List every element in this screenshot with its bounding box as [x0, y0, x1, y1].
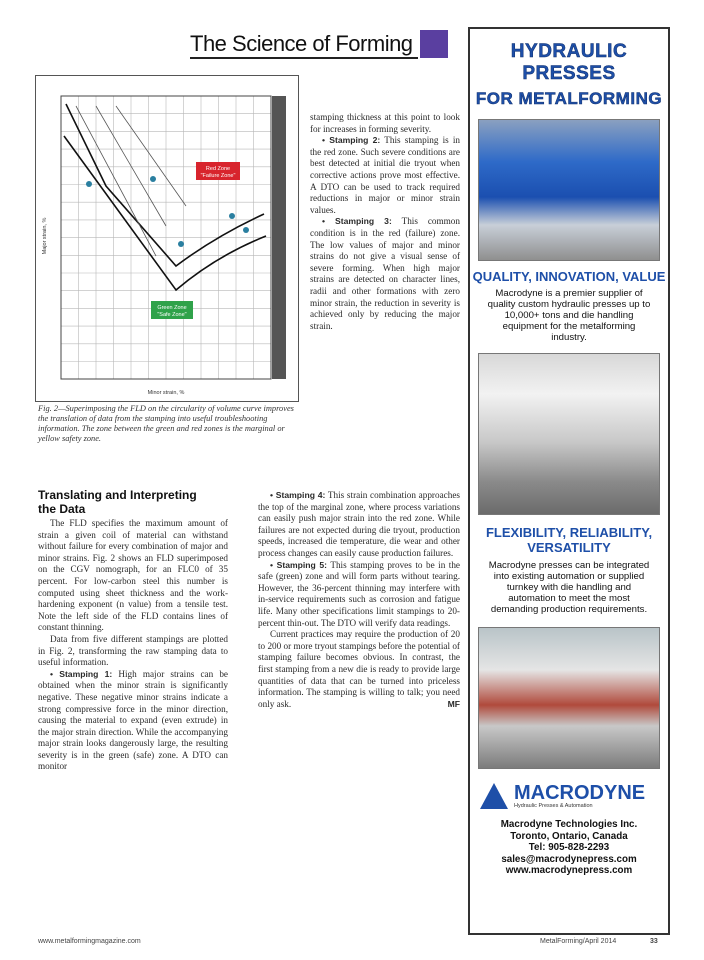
green-zone-label-2: "Safe Zone"	[157, 312, 187, 318]
thinning-line-a	[76, 106, 156, 256]
ad-tagline-2a: FLEXIBILITY, RELIABILITY,	[485, 525, 653, 540]
section-title: The Science of Forming	[190, 30, 418, 59]
paragraph: stamping thickness at this point to look for increases in forming severity.	[310, 112, 460, 134]
closing-paragraph: Current practices may require the production of 20 to 200 or more tryout stampings before the potential of stamping failure becomes obvious. In contrast, the first stamping from a new die is ready to provide large quantities of data that can be turned into priceless information. The stamping is willing to talk; you need only ask.	[258, 629, 460, 709]
article-column-2-bottom	[258, 490, 460, 710]
ad-headline-2: FOR METALFORMING	[475, 89, 663, 108]
fld-upper-curve	[66, 104, 264, 266]
article-column-2-top	[310, 112, 460, 332]
logo-wordmark: MACRODYNE	[514, 782, 646, 804]
paragraph: Data from five different stampings are plotted in Fig. 2, transforming the raw stamping data to useful information.	[38, 633, 228, 668]
stamping-3-text: This common condition is in the red (failure) zone. The low values of major and minor strains do not give a visual sense of severe forming. When high major strains are detected on character lines, radii and other formations with zero minor strain, the reduction in severity is achieved only by reducing the major strain.	[310, 216, 460, 331]
x-axis-label: Minor strain, %	[147, 390, 185, 396]
article-column-1	[38, 518, 228, 773]
stamping-1-text: High major strains can be obtained when the minor strain is significantly negative. These negative minor strains indicate a strong compressive force in the minor direction, causing the material to expand (even extrude) in the major strain direction. While the accompanying major strain looks dangerously large, the resulting severity is in the green (safe) zone. A DTO can monitor	[38, 668, 229, 772]
ad-headline-1: HYDRAULIC PRESSES	[510, 41, 628, 84]
ad-phone[interactable]: Tel: 905-828-2293	[528, 842, 610, 853]
figure-caption: Fig. 2—Superimposing the FLD on the circularity of volume curve improves the translation of data from the stamping into useful troubleshooting information. The zone between the green and red zones is the marginal or yellow safety zone.	[38, 404, 294, 443]
ad-location: Toronto, Ontario, Canada	[510, 830, 628, 842]
press-photo-2	[478, 353, 660, 515]
end-mark: MF	[447, 698, 460, 709]
article-subhead: Translating and Interpreting the Data	[38, 488, 197, 516]
stamping-point-1	[86, 181, 92, 187]
stamping-2-label: • Stamping 2:	[322, 135, 381, 146]
ad-tagline-1: QUALITY, INNOVATION, VALUE	[472, 269, 666, 284]
stamping-point-5	[243, 227, 249, 233]
figure-grid	[61, 96, 271, 379]
ad-website-link[interactable]: www.macrodynepress.com	[505, 865, 633, 876]
paragraph: The FLD specifies the maximum amount of strain a given coil of material can withstand without failure for every combination of major and minor strains. Fig. 2 shows an FLD superimposed on the CGV nomograph, for an FLC0 of 35 percent. For low-carbon steel this number is computed using sheet thickness and the work-hardening exponent (n value) from a tensile test. Note the left side of the FLD contains lines of constant thinning.	[38, 518, 228, 633]
thinning-line-c	[116, 106, 186, 206]
press-photo-3	[478, 627, 660, 769]
stamping-3-label: • Stamping 3:	[322, 216, 392, 227]
footer-website: www.metalformingmagazine.com	[38, 938, 141, 945]
ad-email[interactable]: sales@macrodynepress.com	[501, 853, 637, 865]
stamping-1-label: • Stamping 1:	[50, 668, 113, 679]
logo-tagline: Hydraulic Presses & Automation	[514, 803, 593, 809]
stamping-4-text: This strain combination approaches the top of the marginal zone, where process variations can easily push major strain into the red zone. While failures are not expected during die tryout, production speeds, increased die temperature, die wear and other process changes can easily cause production failures.	[258, 490, 460, 558]
stamping-2-text: This stamping is in the red zone. Such severe conditions are best detected at initial die tryout when corrective actions prove most effective. A DTO can be used to track required reductions in major or minor strain values.	[310, 135, 460, 215]
ad-text-2: Macrodyne presses can be integrated into existing automation or supplied turnkey with die handling and automation to meet the most demanding production requirements.	[488, 560, 650, 615]
stamping-5-text: This stamping proves to be in the safe (green) zone and will form parts without tearing. However, the 36-percent thinning may interfere with in-service requirements such as corrosion and fatigue life. Many other specifications limit stampings to 20-percent thin-out. The DTO will verify data readings.	[258, 559, 461, 628]
ad-company: Macrodyne Technologies Inc.	[500, 819, 638, 830]
green-zone-label-1: Green Zone	[157, 305, 187, 311]
fld-diagram	[36, 76, 298, 401]
macrodyne-advertisement[interactable]	[468, 27, 670, 935]
logo-triangle-icon	[480, 783, 508, 809]
stamping-points	[86, 176, 249, 247]
red-zone-label-1: Red Zone	[205, 166, 231, 172]
stamping-4-label: • Stamping 4:	[270, 490, 326, 500]
stamping-5-label: • Stamping 5:	[270, 559, 327, 570]
stamping-point-4	[229, 213, 235, 219]
ad-contact	[470, 819, 668, 877]
press-photo-1	[478, 119, 660, 261]
thinning-scale-bar	[272, 96, 286, 379]
red-zone-label-2: "Failure Zone"	[200, 173, 236, 179]
y-axis-label: Major strain, %	[42, 217, 48, 255]
stamping-point-3	[178, 241, 184, 247]
stamping-point-2	[150, 176, 156, 182]
fld-figure	[35, 75, 299, 402]
footer-issue: MetalForming/April 2014	[540, 938, 617, 945]
macrodyne-logo	[480, 783, 658, 809]
ad-tagline-2b: VERSATILITY	[527, 540, 611, 555]
page-number: 33	[650, 938, 658, 945]
ad-text-1: Macrodyne is a premier supplier of quality custom hydraulic presses up to 10,000+ tons and die handling equipment for the metalforming industry.	[487, 288, 651, 343]
section-color-block	[420, 30, 448, 58]
